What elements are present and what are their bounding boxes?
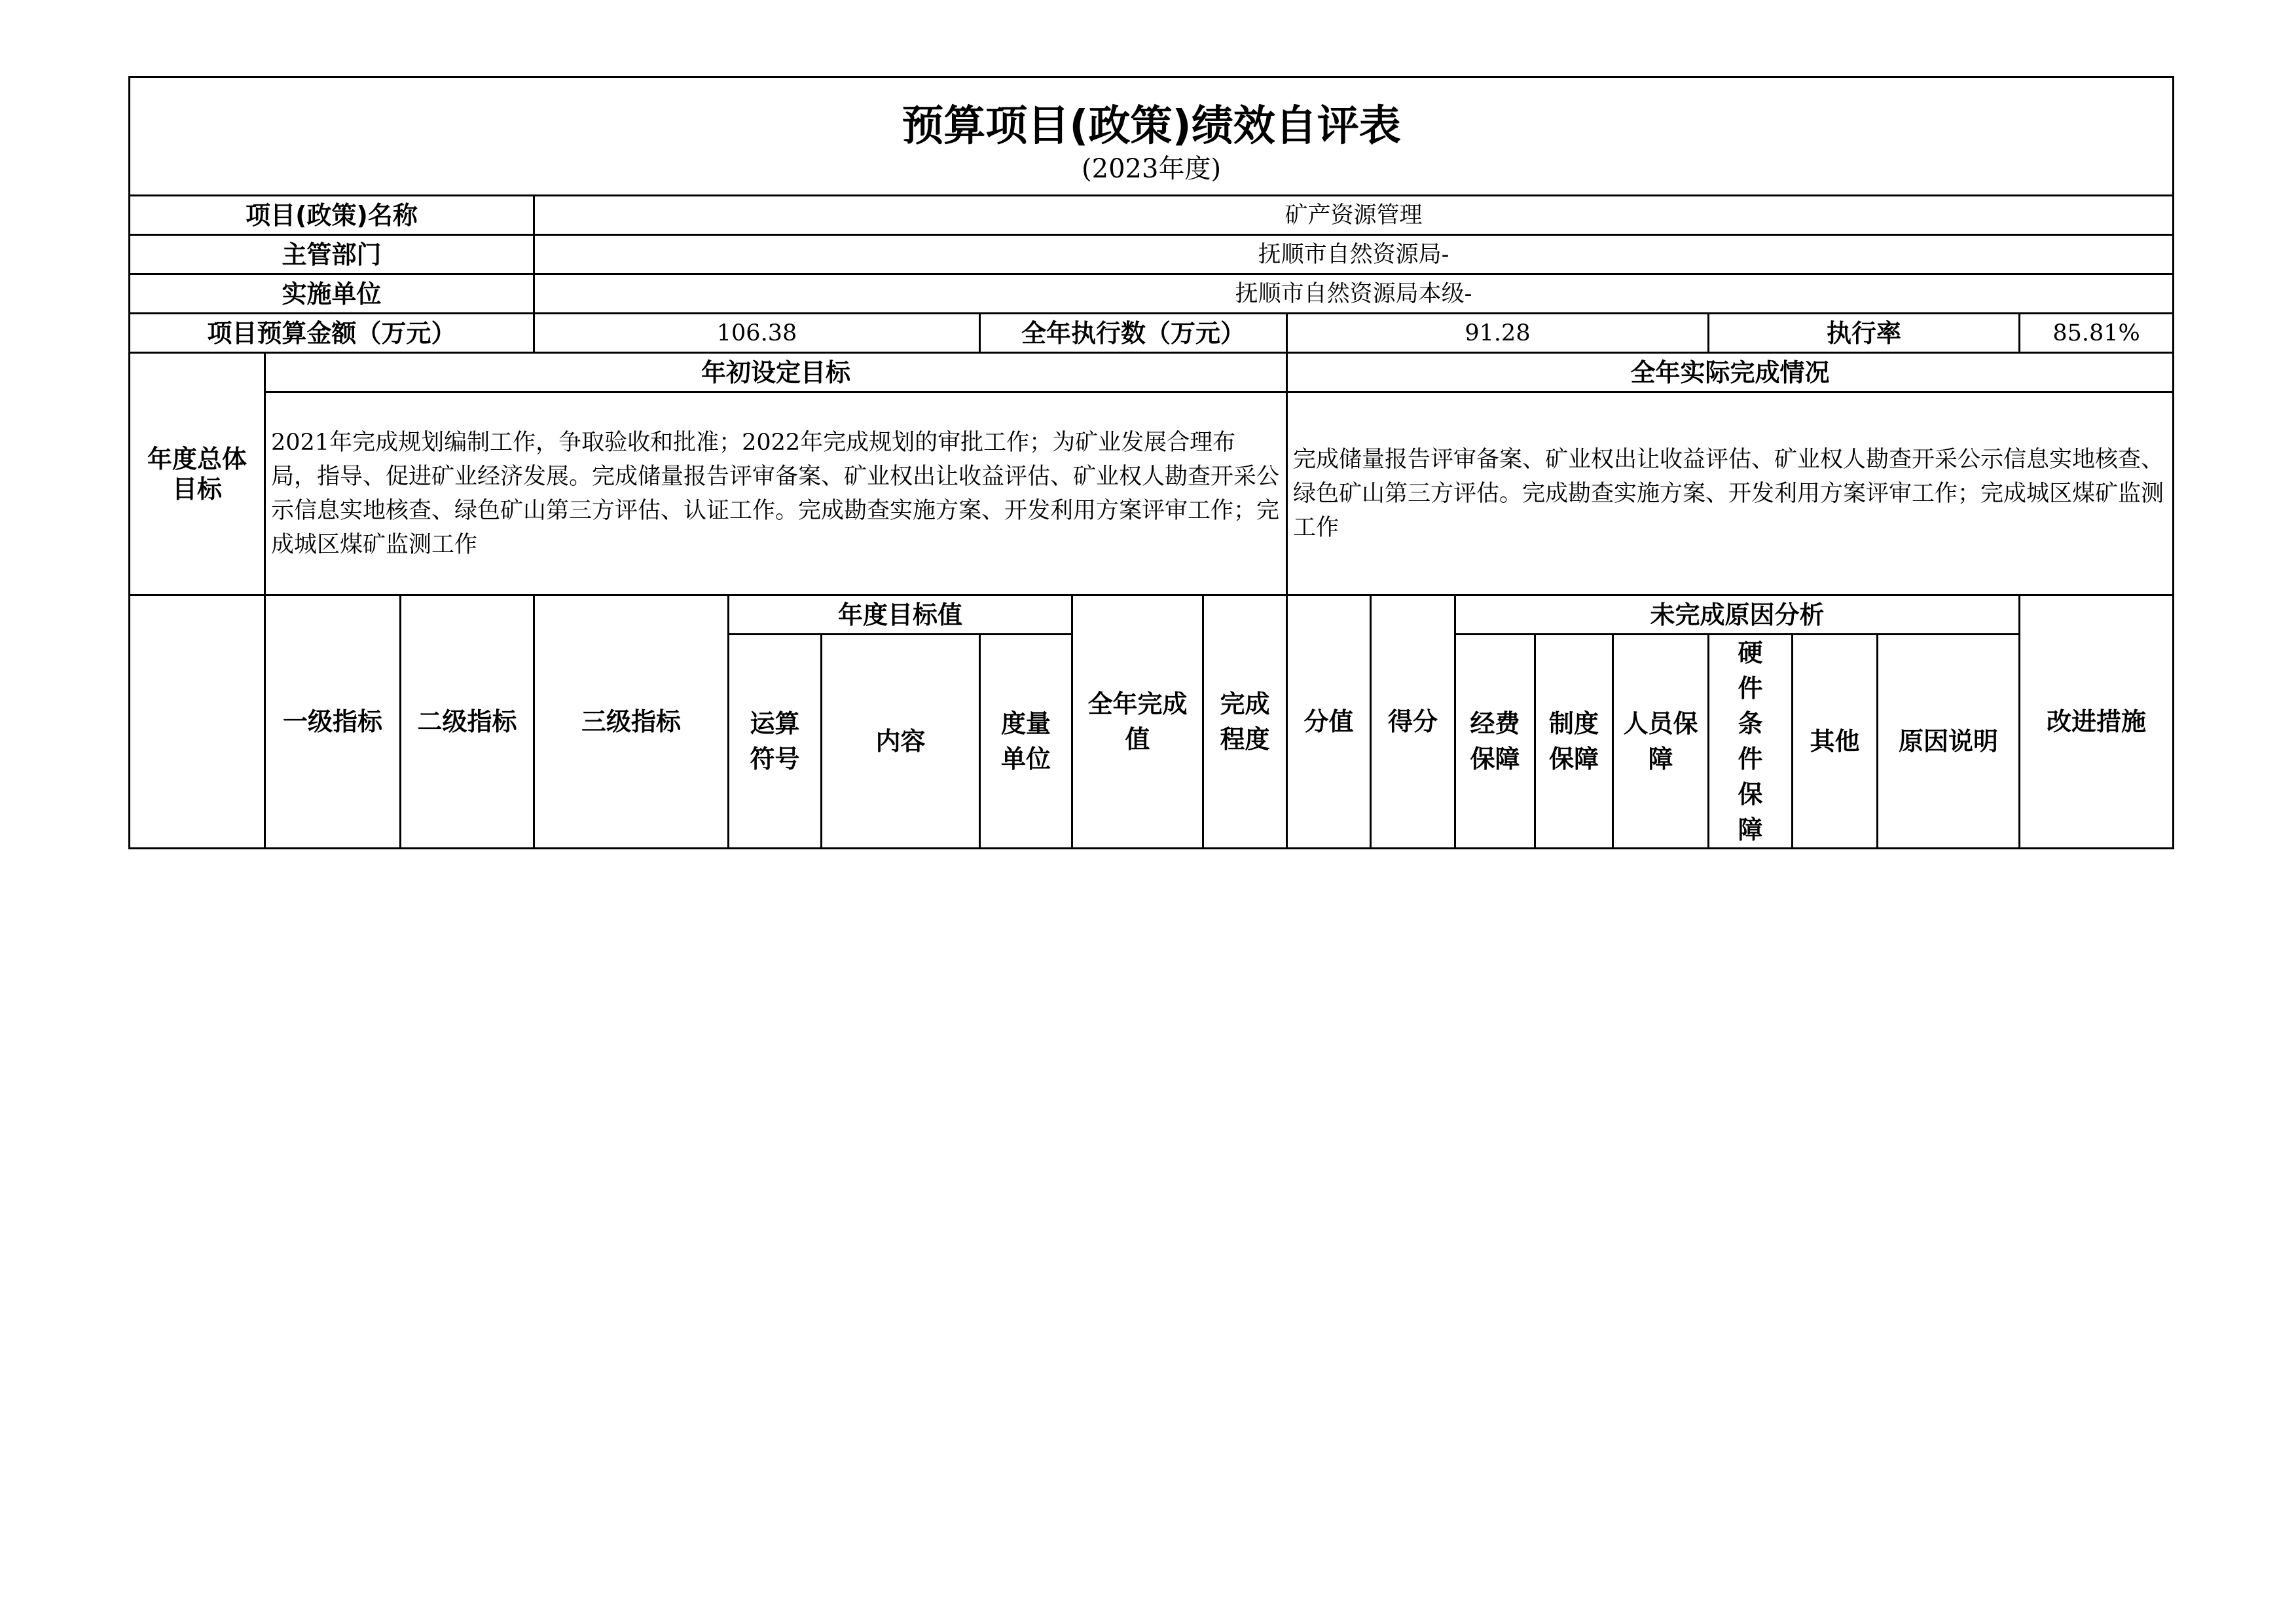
score-header: 得分 [1371, 595, 1455, 849]
annual-goal-label [130, 353, 265, 595]
funding-guarantee-text: 经费保障 [1470, 709, 1520, 773]
indicator-blank-cell [130, 595, 265, 849]
incomplete-reason-group-header: 未完成原因分析 [1455, 595, 2020, 635]
annual-target-group-header: 年度目标值 [729, 595, 1072, 635]
project-name-label: 项目(政策)名称 [130, 196, 534, 235]
initial-goal-text: 2021年完成规划编制工作，争取验收和批准；2022年完成规划的审批工作；为矿业发展合理布局，指导、促进矿业经济发展。完成储量报告评审备案、矿业权出让收益评估、矿业权人勘查开采公示信息实地核查、绿色矿山第三方评估、认证工作。完成勘查实施方案、开发利用方案评审工作；完成城区煤矿监测工作 [265, 392, 1287, 595]
content-header: 内容 [822, 635, 980, 849]
system-guarantee-text: 制度保障 [1548, 709, 1599, 773]
full-year-value-header [1072, 595, 1203, 849]
completion-degree-header [1203, 595, 1287, 849]
funding-guarantee-header [1455, 635, 1535, 849]
sheet-subtitle: (2023年度) [1082, 154, 1222, 184]
system-guarantee-header [1535, 635, 1613, 849]
level3-indicator-header: 三级指标 [534, 595, 729, 849]
reason-description-header: 原因说明 [1878, 635, 2020, 849]
score-value-header: 分值 [1287, 595, 1371, 849]
department-label: 主管部门 [130, 235, 534, 274]
operator-text: 运算符号 [750, 709, 800, 773]
performance-self-evaluation-sheet [128, 76, 2169, 849]
operator-header [729, 635, 822, 849]
other-reason-header: 其他 [1793, 635, 1878, 849]
executed-label: 全年执行数（万元） [980, 314, 1287, 353]
full-year-value-text: 全年完成值 [1087, 690, 1188, 754]
completion-degree-text: 完成程度 [1220, 690, 1270, 754]
hardware-guarantee-text: 硬件条件保障 [1738, 638, 1763, 844]
hardware-guarantee-header [1709, 635, 1793, 849]
level2-indicator-header: 二级指标 [401, 595, 534, 849]
actual-completion-text: 完成储量报告评审备案、矿业权出让收益评估、矿业权人勘查开采公示信息实地核查、绿色矿山第三方评估。完成勘查实施方案、开发利用方案评审工作；完成城区煤矿监测工作 [1287, 392, 2174, 595]
evaluation-table [128, 76, 2174, 849]
level1-indicator-header: 一级指标 [265, 595, 401, 849]
title-cell [130, 77, 2174, 196]
execution-rate-label: 执行率 [1709, 314, 2020, 353]
executed-value: 91.28 [1287, 314, 1709, 353]
department-value: 抚顺市自然资源局- [534, 235, 2174, 274]
improvement-measures-header: 改进措施 [2020, 595, 2174, 849]
annual-goal-label-text: 年度总体目标 [147, 444, 247, 504]
personnel-guarantee-text: 人员保障 [1623, 709, 1698, 773]
budget-value: 106.38 [534, 314, 980, 353]
unit-text: 度量单位 [1000, 709, 1051, 773]
personnel-guarantee-header [1613, 635, 1709, 849]
budget-label: 项目预算金额（万元） [130, 314, 534, 353]
actual-completion-header: 全年实际完成情况 [1287, 353, 2174, 392]
project-name-value: 矿产资源管理 [534, 196, 2174, 235]
initial-goal-header: 年初设定目标 [265, 353, 1287, 392]
unit-header [980, 635, 1072, 849]
execution-rate-value: 85.81% [2020, 314, 2174, 353]
implementing-unit-value: 抚顺市自然资源局本级- [534, 274, 2174, 314]
sheet-title: 预算项目(政策)绩效自评表 [902, 102, 1401, 151]
implementing-unit-label: 实施单位 [130, 274, 534, 314]
